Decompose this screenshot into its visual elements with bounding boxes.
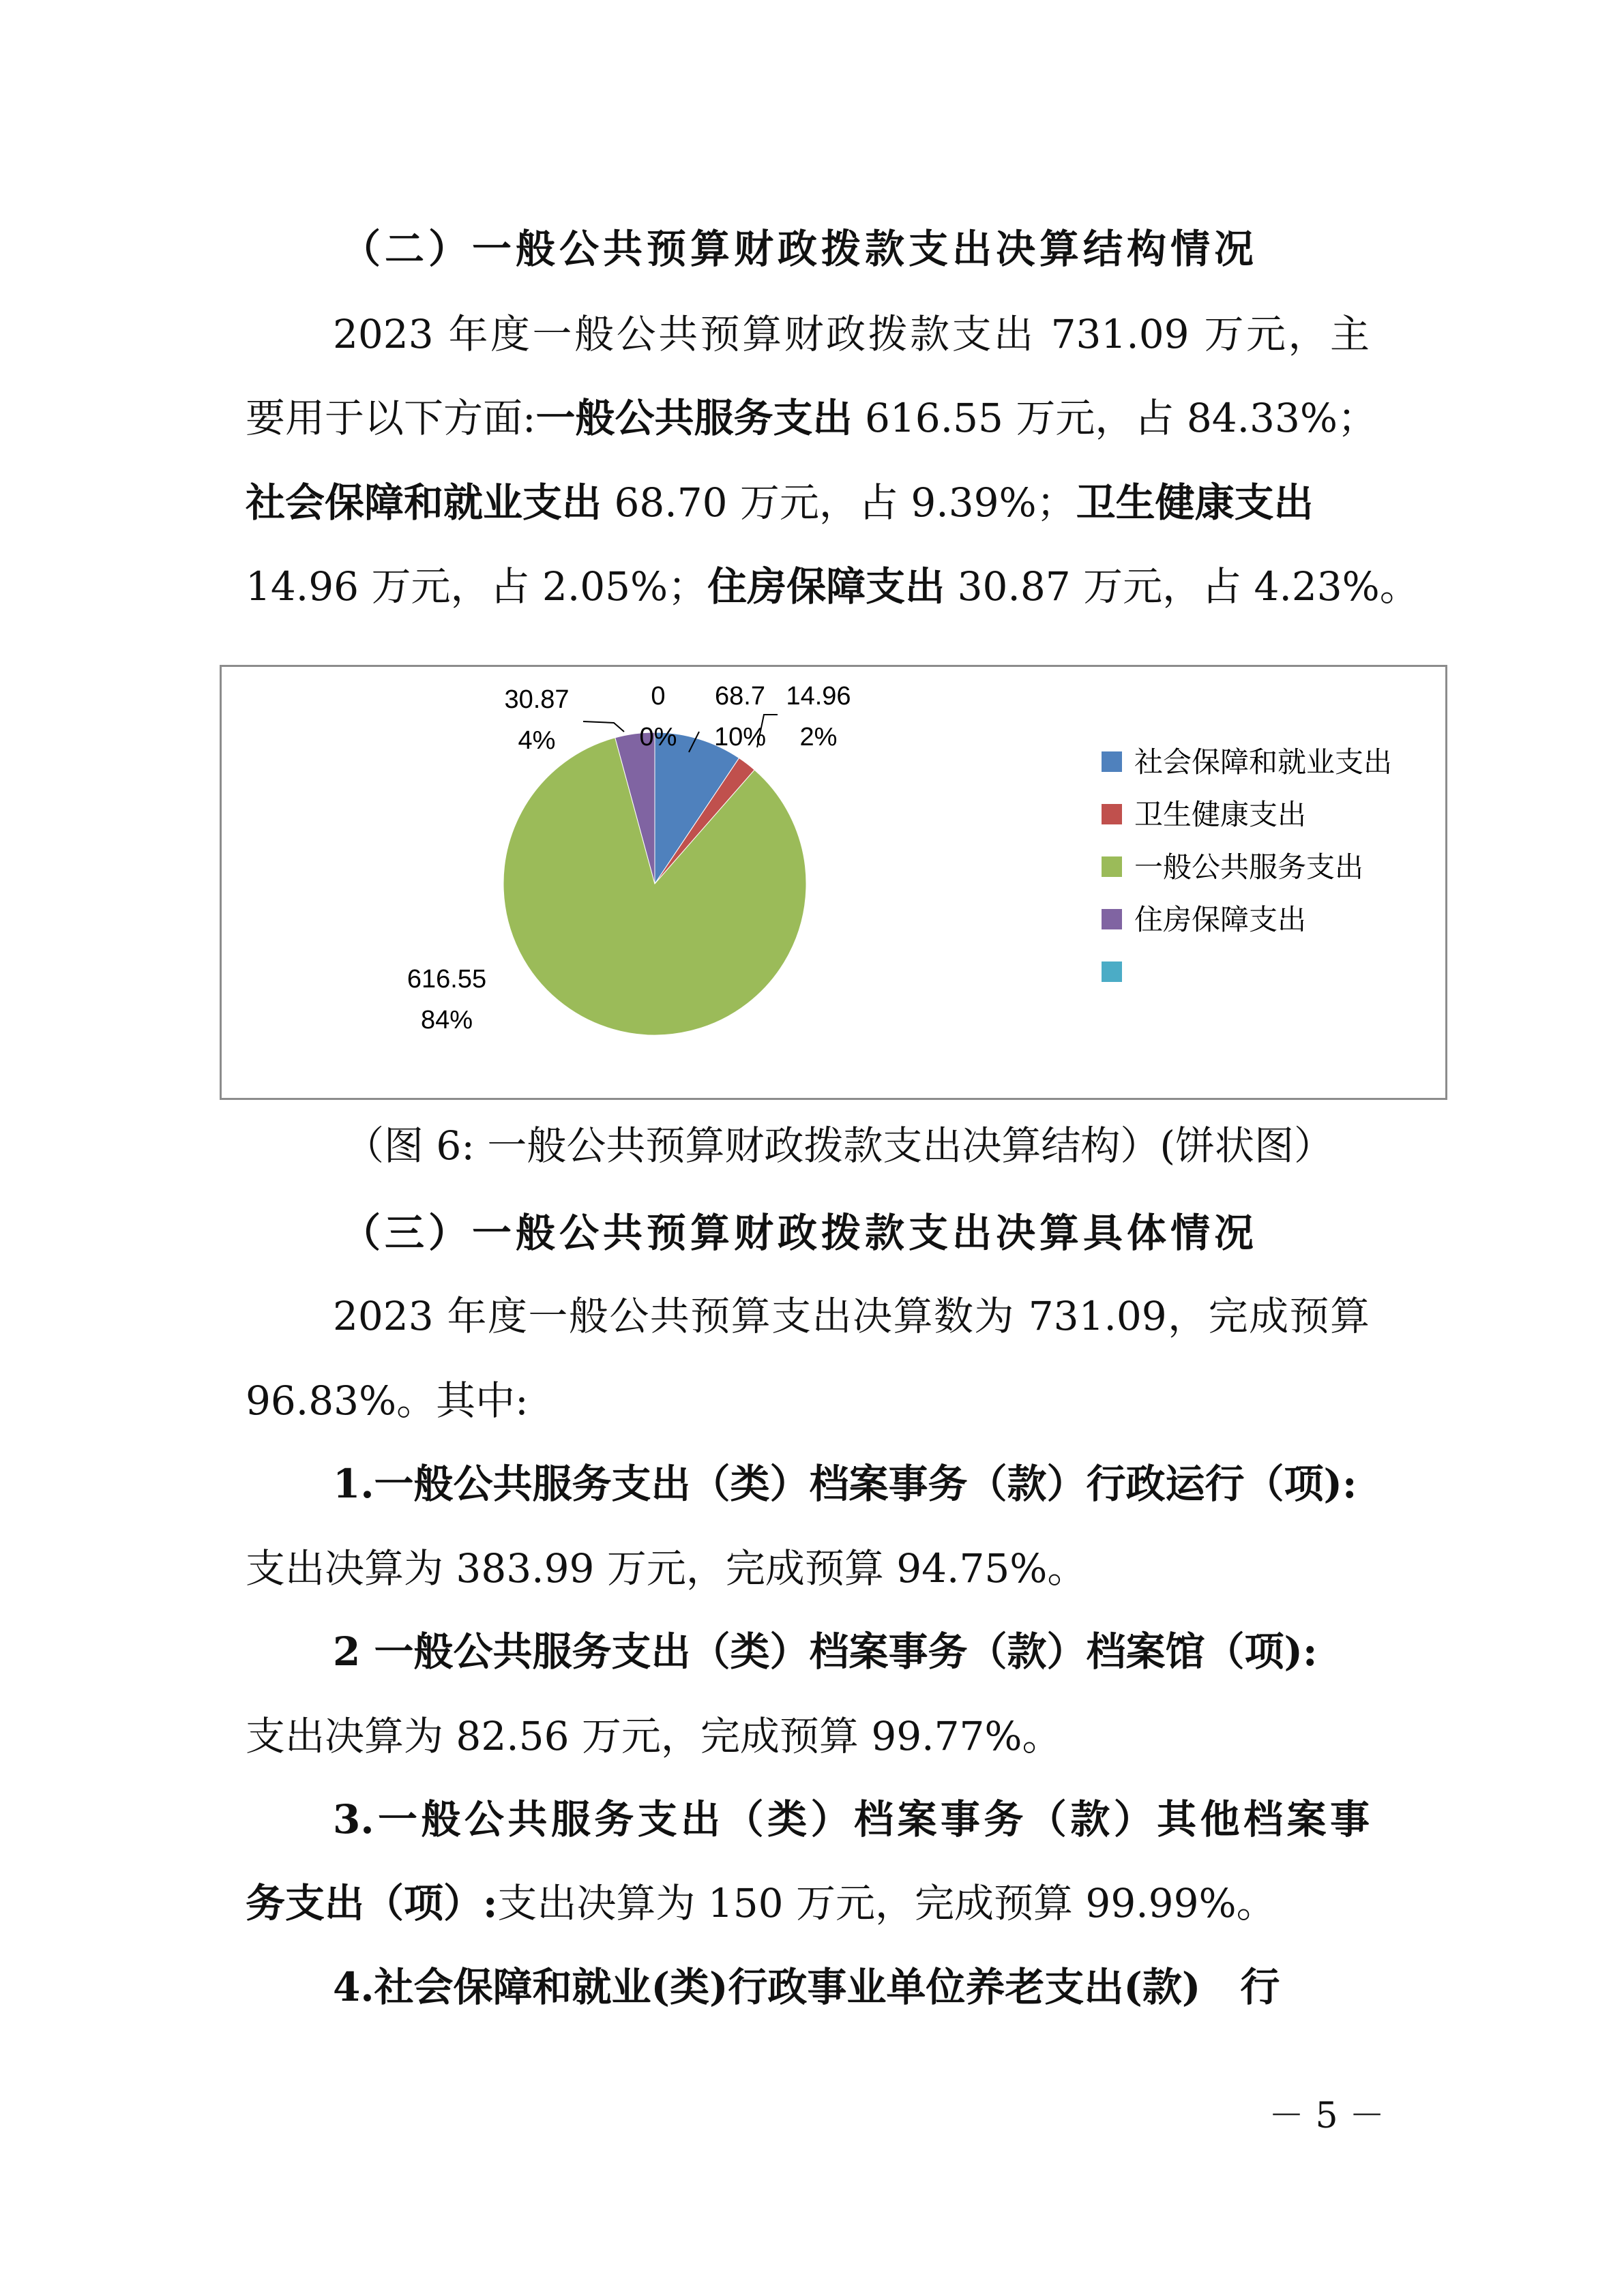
data-label-value: 0: [651, 682, 666, 711]
section-heading-2: （二）一般公共预算财政拨款支出决算结构情况: [341, 226, 1258, 272]
item-title: 1.一般公共服务支出（类）档案事务（款）行政运行（项):: [333, 1461, 1357, 1507]
item-title: 2 一般公共服务支出（类）档案事务（款）档案馆（项):: [333, 1628, 1318, 1675]
text: 68.70 万元，占 9.39%；: [602, 479, 1076, 526]
item-title: 4.社会保障和就业(类)行政事业单位养老支出(款) 行: [333, 1964, 1280, 2010]
data-label-percent: 84%: [420, 1006, 473, 1034]
paragraph-line: 96.83%。其中:: [246, 1377, 529, 1424]
category-name: 住房保障支出: [707, 563, 945, 610]
item-body: 支出决算为 383.99 万元，完成预算 94.75%。: [246, 1545, 1087, 1592]
paragraph-line: [246, 559, 1419, 614]
page-number: － 5 －: [1269, 2096, 1385, 2136]
data-label-value: 616.55: [407, 965, 487, 994]
legend-label: 卫生健康支出: [1134, 798, 1307, 831]
text: 616.55 万元，占 84.33%；: [852, 395, 1377, 441]
item-title: 3.一般公共服务支出（类）档案事务（款）其他档案事: [333, 1796, 1370, 1843]
data-label-percent: 10%: [713, 723, 767, 751]
data-label-percent: 0%: [639, 723, 677, 751]
legend-swatch: [1102, 804, 1122, 824]
legend-swatch: [1102, 751, 1122, 772]
paragraph-line: 2023 年度一般公共预算财政拨款支出 731.09 万元，主: [333, 311, 1370, 357]
category-name: 社会保障和就业支出: [246, 479, 602, 526]
figure-caption: （图 6: 一般公共预算财政拨款支出决算结构）(饼状图）: [344, 1122, 1333, 1169]
item-body: [246, 1876, 1371, 1930]
category-name: 一般公共服务支出: [535, 395, 853, 441]
legend-swatch: [1102, 856, 1122, 877]
legend-swatch: [1102, 961, 1122, 982]
data-label-percent: 4%: [518, 726, 556, 755]
data-label-percent: 2%: [799, 723, 838, 751]
leader-line: [583, 721, 624, 732]
legend-label: 住房保障支出: [1134, 903, 1307, 936]
legend-label: 社会保障和就业支出: [1134, 745, 1393, 779]
pie-chart: [220, 665, 1447, 1100]
text: 务支出（项）:: [246, 1880, 498, 1926]
text: 30.87 万元，占 4.23%。: [945, 563, 1419, 610]
text: 支出决算为 150 万元，完成预算 99.99%。: [497, 1880, 1276, 1926]
text: 要用于以下方面:: [246, 395, 536, 441]
section-heading-3: （三）一般公共预算财政拨款支出决算具体情况: [341, 1210, 1258, 1256]
item-body: 支出决算为 82.56 万元，完成预算 99.77%。: [246, 1713, 1062, 1759]
data-label-value: 14.96: [786, 682, 851, 711]
data-label-value: 68.7: [715, 682, 765, 711]
text: 14.96 万元，占 2.05%；: [246, 563, 708, 610]
data-label-value: 30.87: [504, 685, 570, 714]
paragraph-line: [246, 391, 1377, 445]
legend-swatch: [1102, 909, 1122, 929]
legend-label: 一般公共服务支出: [1134, 850, 1364, 884]
pie-chart-svg: [222, 667, 1445, 1098]
paragraph-line: 2023 年度一般公共预算支出决算数为 731.09，完成预算: [333, 1293, 1370, 1339]
category-name: 卫生健康支出: [1076, 479, 1314, 526]
paragraph-line: [246, 475, 1371, 530]
